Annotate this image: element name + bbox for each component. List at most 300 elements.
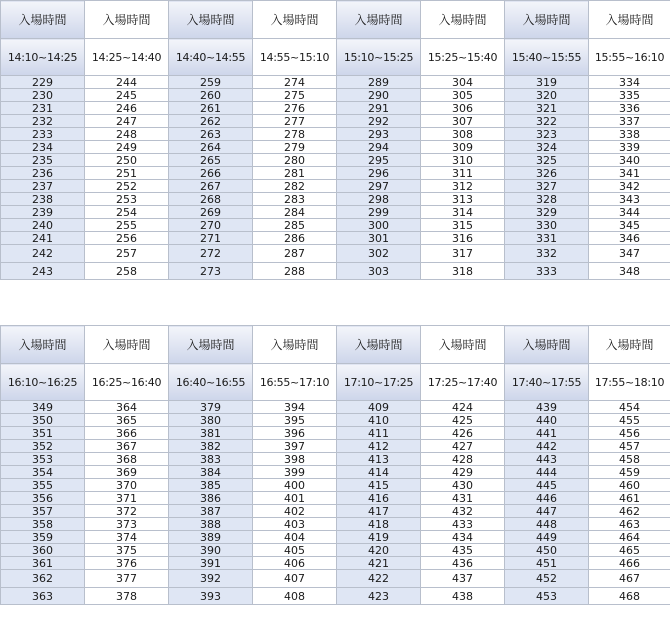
table-row bbox=[1, 89, 670, 102]
ticket-number-cell: 229 bbox=[1, 76, 85, 89]
ticket-number-cell: 438 bbox=[421, 588, 505, 605]
ticket-number-cell: 266 bbox=[169, 167, 253, 180]
ticket-number-cell: 384 bbox=[169, 466, 253, 479]
table-row bbox=[1, 453, 670, 466]
ticket-number-cell: 467 bbox=[589, 570, 670, 588]
ticket-number-cell: 343 bbox=[589, 193, 670, 206]
header-row bbox=[1, 1, 670, 39]
table-row bbox=[1, 505, 670, 518]
ticket-number-cell: 423 bbox=[337, 588, 421, 605]
ticket-number-cell: 401 bbox=[253, 492, 337, 505]
ticket-number-cell: 251 bbox=[85, 167, 169, 180]
ticket-number-cell: 273 bbox=[169, 263, 253, 280]
ticket-number-cell: 453 bbox=[505, 588, 589, 605]
ticket-number-cell: 308 bbox=[421, 128, 505, 141]
table-row bbox=[1, 479, 670, 492]
ticket-number-cell: 315 bbox=[421, 219, 505, 232]
ticket-number-cell: 371 bbox=[85, 492, 169, 505]
ticket-number-cell: 435 bbox=[421, 544, 505, 557]
ticket-number-cell: 409 bbox=[337, 401, 421, 414]
ticket-number-cell: 450 bbox=[505, 544, 589, 557]
ticket-number-cell: 253 bbox=[85, 193, 169, 206]
ticket-number-cell: 380 bbox=[169, 414, 253, 427]
ticket-number-cell: 429 bbox=[421, 466, 505, 479]
ticket-number-cell: 303 bbox=[337, 263, 421, 280]
ticket-number-cell: 286 bbox=[253, 232, 337, 245]
ticket-number-cell: 391 bbox=[169, 557, 253, 570]
ticket-number-cell: 431 bbox=[421, 492, 505, 505]
time-slot-cell: 17:25~17:40 bbox=[421, 364, 505, 401]
ticket-number-cell: 288 bbox=[253, 263, 337, 280]
ticket-number-cell: 282 bbox=[253, 180, 337, 193]
ticket-number-cell: 440 bbox=[505, 414, 589, 427]
ticket-number-cell: 270 bbox=[169, 219, 253, 232]
table-row bbox=[1, 570, 670, 588]
ticket-number-cell: 305 bbox=[421, 89, 505, 102]
ticket-number-cell: 260 bbox=[169, 89, 253, 102]
ticket-number-cell: 466 bbox=[589, 557, 670, 570]
ticket-number-cell: 341 bbox=[589, 167, 670, 180]
ticket-number-cell: 339 bbox=[589, 141, 670, 154]
ticket-number-cell: 309 bbox=[421, 141, 505, 154]
ticket-number-cell: 356 bbox=[1, 492, 85, 505]
ticket-number-cell: 306 bbox=[421, 102, 505, 115]
ticket-number-cell: 337 bbox=[589, 115, 670, 128]
ticket-number-cell: 316 bbox=[421, 232, 505, 245]
ticket-number-cell: 312 bbox=[421, 180, 505, 193]
ticket-number-cell: 256 bbox=[85, 232, 169, 245]
ticket-number-cell: 287 bbox=[253, 245, 337, 263]
time-slot-cell: 17:10~17:25 bbox=[337, 364, 421, 401]
ticket-number-cell: 383 bbox=[169, 453, 253, 466]
table-row bbox=[1, 440, 670, 453]
ticket-number-cell: 404 bbox=[253, 531, 337, 544]
ticket-number-cell: 426 bbox=[421, 427, 505, 440]
ticket-number-cell: 461 bbox=[589, 492, 670, 505]
ticket-number-cell: 430 bbox=[421, 479, 505, 492]
ticket-number-cell: 232 bbox=[1, 115, 85, 128]
ticket-number-cell: 410 bbox=[337, 414, 421, 427]
time-slot-cell: 15:55~16:10 bbox=[589, 39, 670, 76]
ticket-number-cell: 348 bbox=[589, 263, 670, 280]
ticket-number-cell: 393 bbox=[169, 588, 253, 605]
ticket-number-cell: 252 bbox=[85, 180, 169, 193]
ticket-number-cell: 272 bbox=[169, 245, 253, 263]
column-header-label: 入場時間 bbox=[421, 1, 505, 39]
ticket-number-cell: 304 bbox=[421, 76, 505, 89]
column-header-label: 入場時間 bbox=[1, 326, 85, 364]
time-slot-row bbox=[1, 364, 670, 401]
time-slot-cell: 14:10~14:25 bbox=[1, 39, 85, 76]
ticket-number-cell: 462 bbox=[589, 505, 670, 518]
ticket-number-cell: 444 bbox=[505, 466, 589, 479]
ticket-number-cell: 258 bbox=[85, 263, 169, 280]
ticket-number-cell: 296 bbox=[337, 167, 421, 180]
ticket-number-cell: 264 bbox=[169, 141, 253, 154]
ticket-number-cell: 381 bbox=[169, 427, 253, 440]
column-header-label: 入場時間 bbox=[589, 1, 670, 39]
ticket-number-cell: 442 bbox=[505, 440, 589, 453]
ticket-number-cell: 408 bbox=[253, 588, 337, 605]
ticket-number-cell: 458 bbox=[589, 453, 670, 466]
ticket-number-cell: 374 bbox=[85, 531, 169, 544]
ticket-number-cell: 247 bbox=[85, 115, 169, 128]
column-header-label: 入場時間 bbox=[85, 326, 169, 364]
ticket-number-cell: 433 bbox=[421, 518, 505, 531]
ticket-number-cell: 437 bbox=[421, 570, 505, 588]
ticket-number-cell: 387 bbox=[169, 505, 253, 518]
column-header-label: 入場時間 bbox=[169, 1, 253, 39]
ticket-number-cell: 468 bbox=[589, 588, 670, 605]
ticket-number-cell: 377 bbox=[85, 570, 169, 588]
table-row bbox=[1, 531, 670, 544]
ticket-number-cell: 290 bbox=[337, 89, 421, 102]
table-row bbox=[1, 206, 670, 219]
ticket-number-cell: 263 bbox=[169, 128, 253, 141]
ticket-number-cell: 443 bbox=[505, 453, 589, 466]
ticket-number-cell: 293 bbox=[337, 128, 421, 141]
table-row bbox=[1, 154, 670, 167]
ticket-number-cell: 446 bbox=[505, 492, 589, 505]
ticket-number-cell: 322 bbox=[505, 115, 589, 128]
ticket-number-cell: 422 bbox=[337, 570, 421, 588]
ticket-number-cell: 402 bbox=[253, 505, 337, 518]
ticket-number-cell: 320 bbox=[505, 89, 589, 102]
ticket-number-cell: 366 bbox=[85, 427, 169, 440]
ticket-number-cell: 285 bbox=[253, 219, 337, 232]
ticket-number-cell: 234 bbox=[1, 141, 85, 154]
ticket-number-cell: 299 bbox=[337, 206, 421, 219]
ticket-number-cell: 329 bbox=[505, 206, 589, 219]
table-row bbox=[1, 193, 670, 206]
ticket-number-cell: 261 bbox=[169, 102, 253, 115]
ticket-number-cell: 278 bbox=[253, 128, 337, 141]
ticket-number-cell: 416 bbox=[337, 492, 421, 505]
ticket-number-cell: 330 bbox=[505, 219, 589, 232]
ticket-number-cell: 378 bbox=[85, 588, 169, 605]
ticket-number-cell: 281 bbox=[253, 167, 337, 180]
time-slot-cell: 16:55~17:10 bbox=[253, 364, 337, 401]
ticket-number-cell: 237 bbox=[1, 180, 85, 193]
ticket-number-cell: 414 bbox=[337, 466, 421, 479]
time-slot-cell: 16:40~16:55 bbox=[169, 364, 253, 401]
ticket-number-cell: 394 bbox=[253, 401, 337, 414]
ticket-number-cell: 434 bbox=[421, 531, 505, 544]
ticket-number-cell: 417 bbox=[337, 505, 421, 518]
time-slot-cell: 16:10~16:25 bbox=[1, 364, 85, 401]
ticket-number-cell: 415 bbox=[337, 479, 421, 492]
ticket-number-cell: 351 bbox=[1, 427, 85, 440]
ticket-number-cell: 259 bbox=[169, 76, 253, 89]
ticket-number-cell: 376 bbox=[85, 557, 169, 570]
ticket-number-cell: 436 bbox=[421, 557, 505, 570]
table-row bbox=[1, 245, 670, 263]
ticket-number-cell: 314 bbox=[421, 206, 505, 219]
ticket-number-cell: 457 bbox=[589, 440, 670, 453]
ticket-number-cell: 332 bbox=[505, 245, 589, 263]
ticket-number-cell: 411 bbox=[337, 427, 421, 440]
ticket-number-cell: 321 bbox=[505, 102, 589, 115]
ticket-number-cell: 412 bbox=[337, 440, 421, 453]
ticket-number-cell: 363 bbox=[1, 588, 85, 605]
column-header-label: 入場時間 bbox=[85, 1, 169, 39]
ticket-number-cell: 354 bbox=[1, 466, 85, 479]
ticket-number-cell: 248 bbox=[85, 128, 169, 141]
ticket-number-cell: 338 bbox=[589, 128, 670, 141]
ticket-number-cell: 395 bbox=[253, 414, 337, 427]
table-row bbox=[1, 115, 670, 128]
time-slot-cell: 17:55~18:10 bbox=[589, 364, 670, 401]
ticket-number-cell: 420 bbox=[337, 544, 421, 557]
ticket-number-cell: 276 bbox=[253, 102, 337, 115]
ticket-number-cell: 313 bbox=[421, 193, 505, 206]
ticket-number-cell: 333 bbox=[505, 263, 589, 280]
ticket-number-cell: 428 bbox=[421, 453, 505, 466]
ticket-number-cell: 300 bbox=[337, 219, 421, 232]
ticket-number-cell: 298 bbox=[337, 193, 421, 206]
ticket-number-cell: 399 bbox=[253, 466, 337, 479]
ticket-number-cell: 432 bbox=[421, 505, 505, 518]
ticket-number-cell: 235 bbox=[1, 154, 85, 167]
ticket-number-cell: 405 bbox=[253, 544, 337, 557]
ticket-number-cell: 230 bbox=[1, 89, 85, 102]
ticket-number-cell: 238 bbox=[1, 193, 85, 206]
ticket-number-cell: 233 bbox=[1, 128, 85, 141]
column-header-label: 入場時間 bbox=[1, 1, 85, 39]
ticket-number-cell: 346 bbox=[589, 232, 670, 245]
ticket-number-cell: 254 bbox=[85, 206, 169, 219]
ticket-number-cell: 357 bbox=[1, 505, 85, 518]
time-slot-row bbox=[1, 39, 670, 76]
time-slot-cell: 14:40~14:55 bbox=[169, 39, 253, 76]
ticket-number-cell: 459 bbox=[589, 466, 670, 479]
ticket-number-cell: 275 bbox=[253, 89, 337, 102]
ticket-number-cell: 344 bbox=[589, 206, 670, 219]
column-header-label: 入場時間 bbox=[253, 326, 337, 364]
table-row bbox=[1, 544, 670, 557]
ticket-number-cell: 291 bbox=[337, 102, 421, 115]
ticket-number-cell: 456 bbox=[589, 427, 670, 440]
ticket-number-cell: 294 bbox=[337, 141, 421, 154]
ticket-number-cell: 280 bbox=[253, 154, 337, 167]
ticket-number-cell: 368 bbox=[85, 453, 169, 466]
ticket-number-cell: 274 bbox=[253, 76, 337, 89]
ticket-number-cell: 242 bbox=[1, 245, 85, 263]
ticket-number-cell: 452 bbox=[505, 570, 589, 588]
ticket-number-cell: 367 bbox=[85, 440, 169, 453]
ticket-number-cell: 302 bbox=[337, 245, 421, 263]
entry-table-afternoon bbox=[0, 0, 670, 280]
ticket-number-cell: 246 bbox=[85, 102, 169, 115]
ticket-number-cell: 311 bbox=[421, 167, 505, 180]
ticket-number-cell: 418 bbox=[337, 518, 421, 531]
time-slot-cell: 15:25~15:40 bbox=[421, 39, 505, 76]
ticket-number-cell: 375 bbox=[85, 544, 169, 557]
ticket-number-cell: 279 bbox=[253, 141, 337, 154]
table-row bbox=[1, 492, 670, 505]
table-row bbox=[1, 518, 670, 531]
ticket-number-cell: 390 bbox=[169, 544, 253, 557]
time-slot-cell: 15:10~15:25 bbox=[337, 39, 421, 76]
ticket-number-cell: 359 bbox=[1, 531, 85, 544]
time-slot-cell: 15:40~15:55 bbox=[505, 39, 589, 76]
ticket-number-cell: 334 bbox=[589, 76, 670, 89]
ticket-number-cell: 362 bbox=[1, 570, 85, 588]
column-header-label: 入場時間 bbox=[337, 1, 421, 39]
ticket-number-cell: 365 bbox=[85, 414, 169, 427]
ticket-number-cell: 268 bbox=[169, 193, 253, 206]
ticket-number-cell: 358 bbox=[1, 518, 85, 531]
table-row bbox=[1, 141, 670, 154]
ticket-number-cell: 372 bbox=[85, 505, 169, 518]
ticket-number-cell: 364 bbox=[85, 401, 169, 414]
ticket-number-cell: 317 bbox=[421, 245, 505, 263]
ticket-number-cell: 239 bbox=[1, 206, 85, 219]
ticket-number-cell: 335 bbox=[589, 89, 670, 102]
column-header-label: 入場時間 bbox=[505, 326, 589, 364]
table-row bbox=[1, 76, 670, 89]
time-slot-cell: 14:25~14:40 bbox=[85, 39, 169, 76]
ticket-number-cell: 310 bbox=[421, 154, 505, 167]
ticket-number-cell: 324 bbox=[505, 141, 589, 154]
column-header-label: 入場時間 bbox=[421, 326, 505, 364]
table-row bbox=[1, 167, 670, 180]
ticket-number-cell: 271 bbox=[169, 232, 253, 245]
ticket-number-cell: 241 bbox=[1, 232, 85, 245]
ticket-number-cell: 292 bbox=[337, 115, 421, 128]
ticket-number-cell: 353 bbox=[1, 453, 85, 466]
time-slot-cell: 16:25~16:40 bbox=[85, 364, 169, 401]
ticket-number-cell: 355 bbox=[1, 479, 85, 492]
ticket-number-cell: 326 bbox=[505, 167, 589, 180]
ticket-number-cell: 231 bbox=[1, 102, 85, 115]
ticket-number-cell: 319 bbox=[505, 76, 589, 89]
ticket-number-cell: 295 bbox=[337, 154, 421, 167]
table-row bbox=[1, 427, 670, 440]
ticket-number-cell: 350 bbox=[1, 414, 85, 427]
column-header-label: 入場時間 bbox=[505, 1, 589, 39]
ticket-number-cell: 301 bbox=[337, 232, 421, 245]
ticket-number-cell: 439 bbox=[505, 401, 589, 414]
ticket-number-cell: 460 bbox=[589, 479, 670, 492]
ticket-number-cell: 463 bbox=[589, 518, 670, 531]
ticket-number-cell: 361 bbox=[1, 557, 85, 570]
table-row bbox=[1, 557, 670, 570]
column-header-label: 入場時間 bbox=[589, 326, 670, 364]
ticket-number-cell: 249 bbox=[85, 141, 169, 154]
header-row bbox=[1, 326, 670, 364]
column-header-label: 入場時間 bbox=[169, 326, 253, 364]
table-row bbox=[1, 401, 670, 414]
ticket-number-cell: 379 bbox=[169, 401, 253, 414]
ticket-number-cell: 349 bbox=[1, 401, 85, 414]
ticket-number-cell: 464 bbox=[589, 531, 670, 544]
ticket-number-cell: 340 bbox=[589, 154, 670, 167]
ticket-number-cell: 360 bbox=[1, 544, 85, 557]
time-slot-cell: 14:55~15:10 bbox=[253, 39, 337, 76]
ticket-number-cell: 413 bbox=[337, 453, 421, 466]
ticket-number-cell: 327 bbox=[505, 180, 589, 193]
ticket-number-cell: 307 bbox=[421, 115, 505, 128]
table-row bbox=[1, 180, 670, 193]
ticket-number-cell: 427 bbox=[421, 440, 505, 453]
ticket-number-cell: 454 bbox=[589, 401, 670, 414]
ticket-number-cell: 370 bbox=[85, 479, 169, 492]
table-row bbox=[1, 219, 670, 232]
ticket-number-cell: 255 bbox=[85, 219, 169, 232]
ticket-number-cell: 449 bbox=[505, 531, 589, 544]
ticket-number-cell: 289 bbox=[337, 76, 421, 89]
ticket-number-cell: 382 bbox=[169, 440, 253, 453]
table-row bbox=[1, 102, 670, 115]
ticket-number-cell: 283 bbox=[253, 193, 337, 206]
ticket-number-cell: 342 bbox=[589, 180, 670, 193]
ticket-number-cell: 398 bbox=[253, 453, 337, 466]
ticket-number-cell: 265 bbox=[169, 154, 253, 167]
ticket-number-cell: 385 bbox=[169, 479, 253, 492]
ticket-number-cell: 400 bbox=[253, 479, 337, 492]
ticket-number-cell: 445 bbox=[505, 479, 589, 492]
ticket-number-cell: 406 bbox=[253, 557, 337, 570]
ticket-number-cell: 421 bbox=[337, 557, 421, 570]
ticket-number-cell: 347 bbox=[589, 245, 670, 263]
ticket-number-cell: 331 bbox=[505, 232, 589, 245]
ticket-number-cell: 451 bbox=[505, 557, 589, 570]
ticket-number-cell: 250 bbox=[85, 154, 169, 167]
ticket-number-cell: 386 bbox=[169, 492, 253, 505]
ticket-number-cell: 389 bbox=[169, 531, 253, 544]
ticket-number-cell: 328 bbox=[505, 193, 589, 206]
ticket-number-cell: 448 bbox=[505, 518, 589, 531]
table-row bbox=[1, 232, 670, 245]
table-row bbox=[1, 588, 670, 605]
ticket-number-cell: 388 bbox=[169, 518, 253, 531]
ticket-number-cell: 267 bbox=[169, 180, 253, 193]
time-slot-cell: 17:40~17:55 bbox=[505, 364, 589, 401]
ticket-number-cell: 396 bbox=[253, 427, 337, 440]
ticket-number-cell: 245 bbox=[85, 89, 169, 102]
table-row bbox=[1, 263, 670, 280]
ticket-number-cell: 447 bbox=[505, 505, 589, 518]
column-header-label: 入場時間 bbox=[337, 326, 421, 364]
ticket-number-cell: 318 bbox=[421, 263, 505, 280]
ticket-number-cell: 257 bbox=[85, 245, 169, 263]
ticket-number-cell: 345 bbox=[589, 219, 670, 232]
ticket-number-cell: 262 bbox=[169, 115, 253, 128]
ticket-number-cell: 455 bbox=[589, 414, 670, 427]
ticket-number-cell: 397 bbox=[253, 440, 337, 453]
entry-table-evening bbox=[0, 325, 670, 605]
table-row bbox=[1, 128, 670, 141]
ticket-number-cell: 323 bbox=[505, 128, 589, 141]
table-row bbox=[1, 466, 670, 479]
ticket-number-cell: 244 bbox=[85, 76, 169, 89]
ticket-number-cell: 243 bbox=[1, 263, 85, 280]
ticket-number-cell: 407 bbox=[253, 570, 337, 588]
ticket-number-cell: 465 bbox=[589, 544, 670, 557]
ticket-number-cell: 369 bbox=[85, 466, 169, 479]
ticket-number-cell: 419 bbox=[337, 531, 421, 544]
ticket-number-cell: 277 bbox=[253, 115, 337, 128]
ticket-number-cell: 373 bbox=[85, 518, 169, 531]
ticket-number-cell: 325 bbox=[505, 154, 589, 167]
ticket-number-cell: 336 bbox=[589, 102, 670, 115]
ticket-number-cell: 352 bbox=[1, 440, 85, 453]
ticket-number-cell: 392 bbox=[169, 570, 253, 588]
ticket-number-cell: 403 bbox=[253, 518, 337, 531]
column-header-label: 入場時間 bbox=[253, 1, 337, 39]
ticket-number-cell: 441 bbox=[505, 427, 589, 440]
